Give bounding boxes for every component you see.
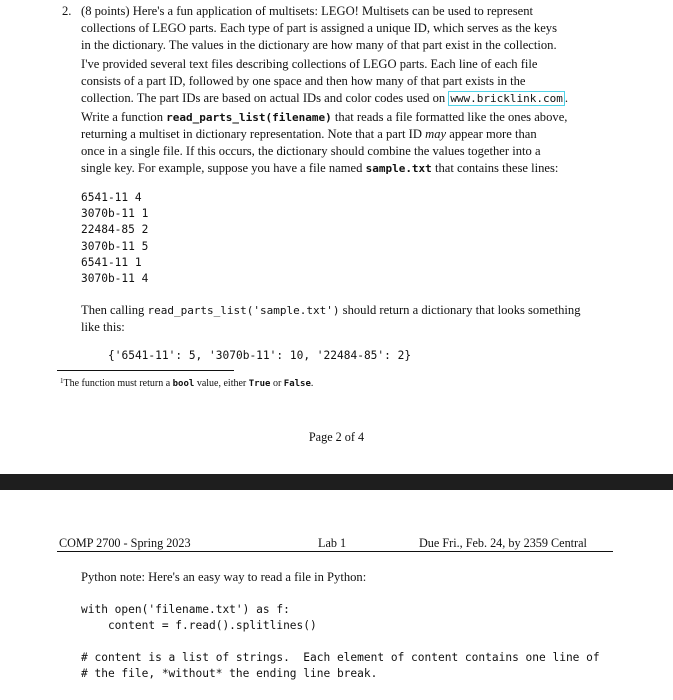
code-line: content = f.read().splitlines(): [81, 619, 317, 633]
files-line-3: collection. The part IDs are based on actual IDs and color codes used on www.bricklink.com .: [81, 91, 569, 105]
header-lab: Lab 1: [318, 536, 347, 550]
result-line-2: like this:: [81, 320, 125, 334]
bricklink-link[interactable]: www.bricklink.com: [450, 92, 563, 105]
python-code-block: [81, 602, 317, 634]
header-due-date: Due Fri., Feb. 24, by 2359 Central: [419, 536, 587, 550]
task-line-3: once in a single file. If this occurs, the dictionary should combine the values together into a: [81, 144, 541, 158]
code-line: with open('filename.txt') as f:: [81, 603, 290, 616]
files-line-2: consists of a part ID, followed by one space and then how many of that part exists in the: [81, 74, 526, 88]
sample-line: 6541-11 4: [81, 191, 142, 204]
intro-line-2: collections of LEGO parts. Each type of part is assigned a unique ID, which serves as the keys: [81, 21, 557, 35]
task-line-4: single key. For example, suppose you have a file named sample.txt that contains these lines:: [81, 161, 559, 175]
footnote-rule: [57, 370, 234, 371]
problem-intro: [81, 3, 612, 54]
call-example: read_parts_list('sample.txt'): [147, 304, 340, 317]
sample-line: 22484-85 2: [81, 223, 149, 237]
problem-number: 2.: [62, 4, 72, 18]
python-comment-block: [81, 650, 600, 682]
task-line-2: returning a multiset in dictionary representation. Note that a part ID may appear more than: [81, 127, 537, 141]
files-line-1: I've provided several text files describing collections of LEGO parts. Each line of each file: [81, 57, 538, 71]
sample-file-contents: [81, 190, 148, 287]
intro-line-3: in the dictionary. The values in the dictionary are how many of that part exist in the collection.: [81, 38, 557, 52]
task-line-1: Write a function read_parts_list(filename) that reads a file formatted like the ones above,: [81, 110, 568, 124]
comment-line: # content is a list of strings. Each element of content contains one line of: [81, 651, 600, 664]
intro-line-1: (8 points) Here's a fun application of multisets: LEGO! Multisets can be used to represent: [81, 4, 534, 18]
footnote: $^1$The function must return a bool value, either True or False.: [60, 377, 314, 389]
sample-line: 6541-11 1: [81, 255, 142, 269]
result-paragraph: [81, 302, 612, 336]
sample-line: 3070b-11 1: [81, 207, 149, 221]
comment-line: # the file, *without* the ending line break.: [81, 667, 378, 681]
page-separator: [0, 474, 673, 490]
function-signature: read_parts_list(filename): [166, 111, 332, 124]
header-rule: [57, 551, 613, 552]
page-number: Page 2 of 4: [308, 430, 365, 444]
files-paragraph: [81, 56, 612, 107]
header-course: COMP 2700 - Spring 2023: [59, 536, 191, 550]
sample-line: 3070b-11 5: [81, 239, 149, 253]
footnote-marker: 1: [60, 377, 64, 385]
task-paragraph: [81, 109, 612, 177]
result-dictionary: {'6541-11': 5, '3070b-11': 10, '22484-85': 2}: [108, 349, 412, 362]
result-line-1: Then calling read_parts_list('sample.txt') should return a dictionary that looks something: [81, 303, 581, 317]
python-note: Python note: Here's an easy way to read a file in Python:: [81, 570, 367, 584]
sample-line: 3070b-11 4: [81, 272, 149, 286]
sample-filename: sample.txt: [365, 162, 432, 175]
